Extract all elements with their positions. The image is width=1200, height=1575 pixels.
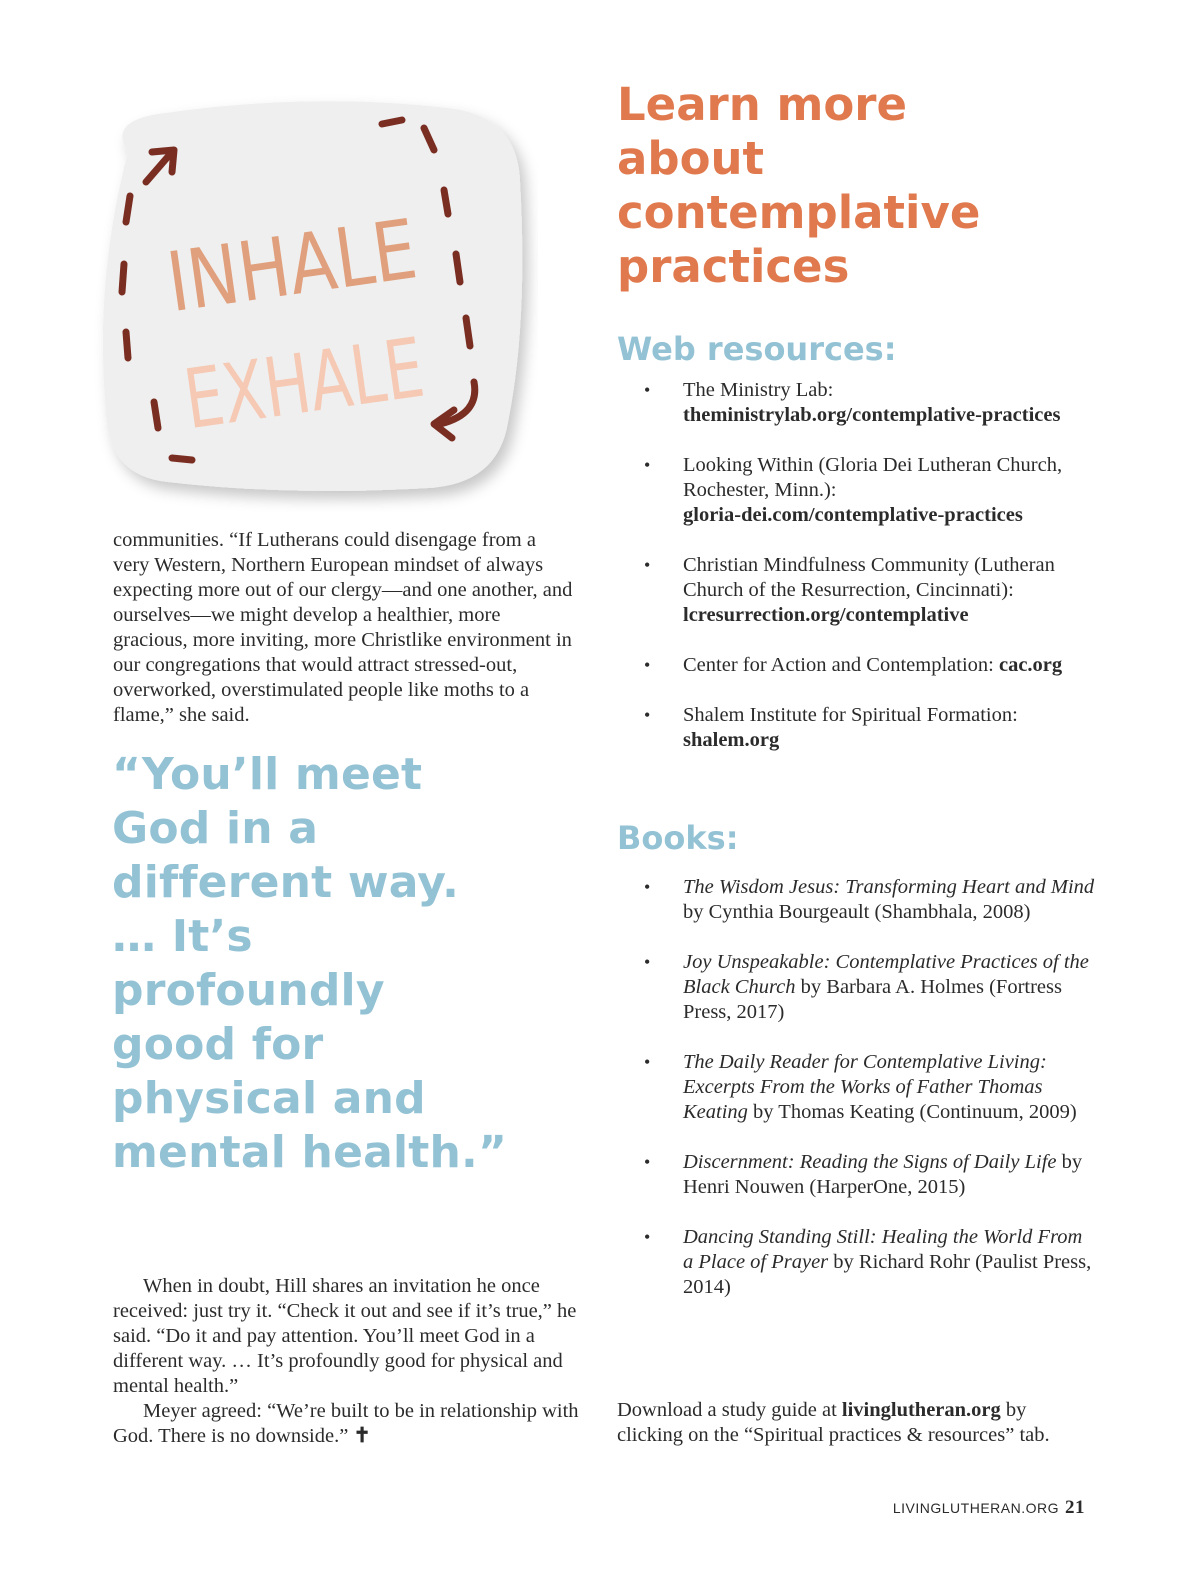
bullet-icon: • [644,705,651,725]
list-item [617,950,1097,1025]
list-item [617,378,1097,428]
books-list [617,875,1097,1325]
study-guide-text-end: by clicking on the “Spiritual practices & resources” tab. [617,1399,1050,1446]
end-mark-icon: ✝ [353,1425,371,1447]
resource-name: Shalem Institute for Spiritual Formation: [683,704,1018,726]
page-footer [893,1497,1085,1519]
resource-link[interactable]: shalem.org [683,729,780,751]
bullet-icon: • [644,655,651,675]
list-item [617,1150,1097,1200]
list-item [617,553,1097,628]
resource-name: The Ministry Lab: [683,379,834,401]
book-title: The Wisdom Jesus: Transforming Heart and Mind [683,876,1095,898]
inhale-exhale-graphic [88,92,538,512]
study-guide-text: Download a study guide at [617,1399,842,1421]
footer-site: LIVINGLUTHERAN.ORG [892,1500,1059,1516]
article-intro-paragraph: communities. “If Lutherans could disengage from a very Western, Northern European mindset of always expecting more out of our clergy—and one another, and ourselves—we might develop a healthier, more gracious, more inviting, more Christlike environment in our congregations that would attract stressed-out, overworked, overstimulated people like moths to a flame,” she said. [113,529,573,726]
list-item [617,703,1097,753]
sidebar-resources [617,78,1117,1298]
bullet-icon: • [644,1227,651,1247]
book-title: Joy Unspeakable: Contemplative Practices of the Black Church [683,951,1089,998]
list-item [617,1225,1097,1300]
book-details: by Barbara A. Holmes (Fortress Press, 2017) [683,976,1062,1023]
resource-name: Christian Mindfulness Community (Lutheran Church of the Resurrection, Cincinnati): [683,554,1055,601]
list-item [617,1050,1097,1125]
book-title: The Daily Reader for Contemplative Living: Excerpts From the Works of Father Thomas Keating [683,1051,1047,1123]
exhale-text: EXHALE [178,309,513,449]
page-number: 21 [1065,1497,1085,1518]
bullet-icon: • [644,455,651,475]
resource-name: Looking Within (Gloria Dei Lutheran Church, Rochester, Minn.): [683,454,1063,501]
book-title: Discernment: Reading the Signs of Daily Life [683,1151,1057,1173]
study-guide-note [617,1398,1087,1448]
resource-link[interactable]: cac.org [998,654,1063,676]
bullet-icon: • [644,380,651,400]
books-heading: Books: [617,819,739,857]
inhale-text: INHALE [161,195,473,332]
closing-paragraph-final [113,1399,583,1449]
book-details: by Thomas Keating (Continuum, 2009) [747,1101,1077,1123]
resource-name: Center for Action and Contemplation: [683,654,994,676]
book-details: by Cynthia Bourgeault (Shambhala, 2008) [683,901,1031,923]
bullet-icon: • [644,877,651,897]
study-guide-link[interactable]: livinglutheran.org [841,1399,1001,1421]
book-title: Dancing Standing Still: Healing the World From a Place of Prayer [683,1226,1083,1273]
book-details: by Henri Nouwen (HarperOne, 2015) [683,1151,1083,1198]
list-item [617,453,1097,528]
web-resources-heading: Web resources: [617,330,897,368]
bullet-icon: • [644,952,651,972]
article-closing [113,1274,583,1449]
resource-link[interactable]: theministrylab.org/contemplative-practices [683,404,1061,426]
resource-link[interactable]: gloria-dei.com/contemplative-practices [683,504,1023,526]
closing-paragraph: When in doubt, Hill shares an invitation he once received: just try it. “Check it out and see if it’s true,” he said. “Do it and pay attention. You’ll meet God in a different way. … It’s profoundly good for physical and mental health.” [113,1275,577,1397]
list-item [617,653,1097,678]
inhale-exhale-illustration [88,92,538,512]
bullet-icon: • [644,1052,651,1072]
web-resources-list [617,378,1097,778]
closing-quote: Meyer agreed: “We’re built to be in relationship with God. There is no downside.” [113,1400,579,1447]
resource-link[interactable]: lcresurrection.org/contemplative [683,604,969,626]
bullet-icon: • [644,555,651,575]
list-item [617,875,1097,925]
sidebar-heading: Learn more about contemplative practices [617,78,981,293]
bullet-icon: • [644,1152,651,1172]
pull-quote: “You’ll meet God in a different way. … It’s profoundly good for physical and mental health.” [112,749,508,1178]
book-details: by Richard Rohr (Paulist Press, 2014) [683,1251,1092,1298]
